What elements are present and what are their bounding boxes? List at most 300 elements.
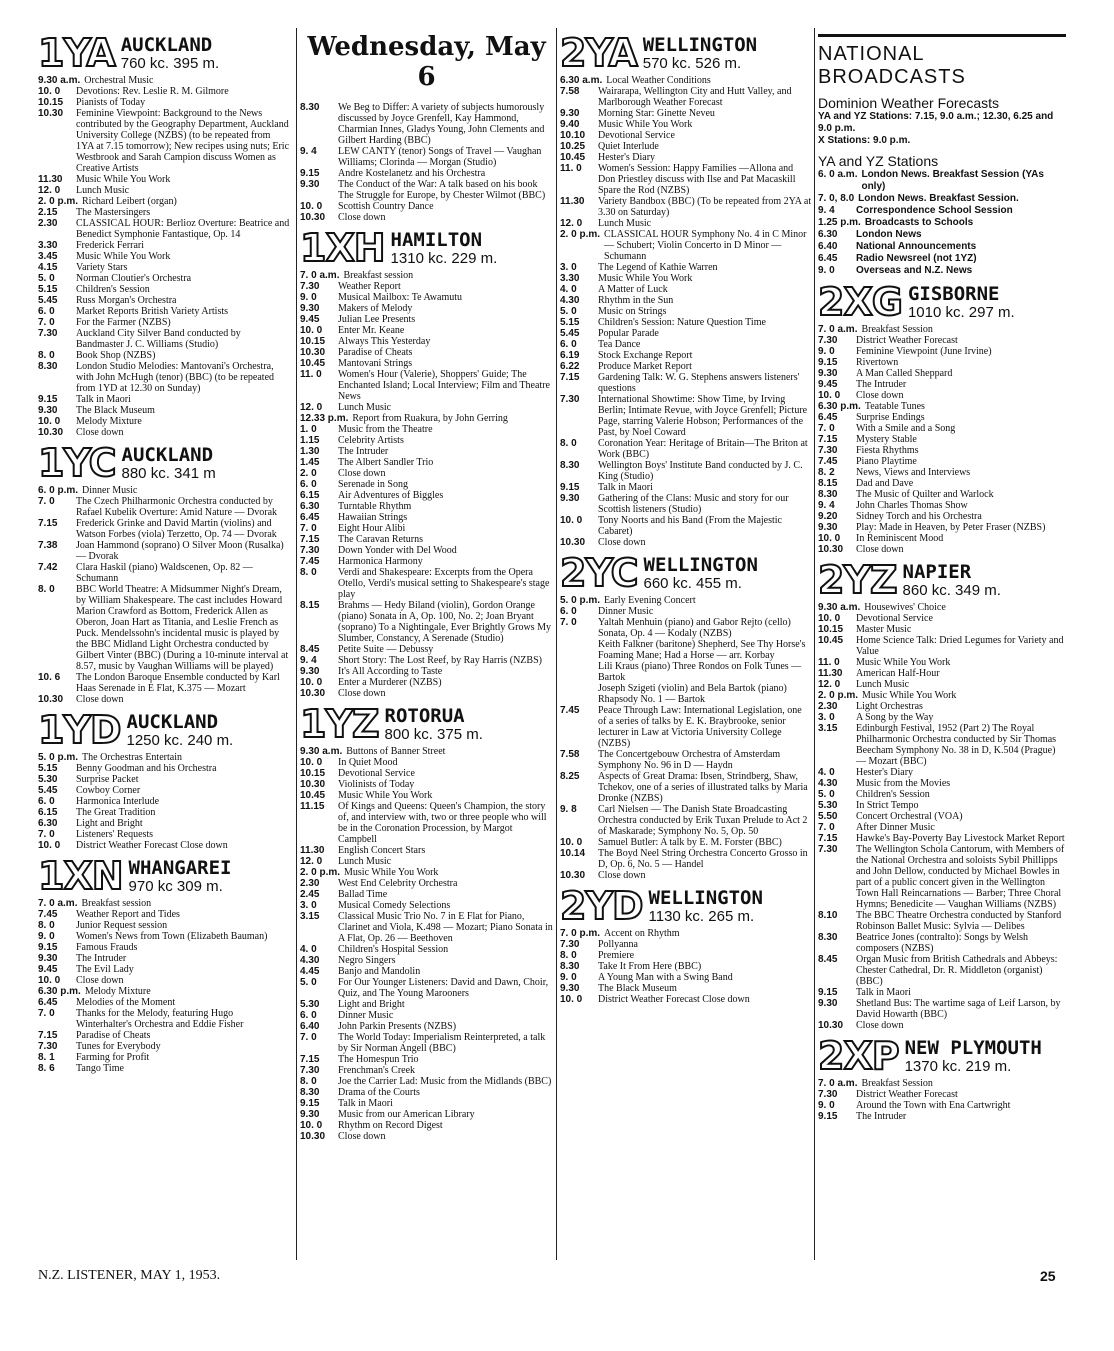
programme-row [818,379,1066,390]
programme-row [300,1109,553,1120]
programme-time: 12. 0 [300,856,323,867]
programme-title: Close down [856,1020,904,1031]
programme-time: 2. 0 [300,468,317,479]
programme-row [560,705,812,749]
programme-row [300,900,553,911]
programme-row [38,86,290,97]
programme-title: Talk in Maori [598,482,653,493]
programme-title: A Matter of Luck [598,284,668,295]
programme-title: Take It From Here (BBC) [598,961,702,972]
station-info [908,284,1015,321]
programme-time: 8. 0 [300,567,317,578]
programme-row [818,998,1066,1020]
programme-time: 9. 4 [300,655,317,666]
programme-row [300,146,553,168]
programme-row [560,994,812,1005]
programme-row [38,898,290,909]
programme-row [560,595,812,606]
programme-title: Weather Report [338,281,401,292]
programme-title: Harmonica Harmony [338,556,423,567]
national-item [818,253,1066,265]
programme-time: 9.15 [818,987,838,998]
programme-row [38,807,290,818]
programme-row [300,757,553,768]
station-1xh [300,226,553,699]
programme-time: 9.15 [560,482,580,493]
programme-time: 10.15 [38,97,64,108]
programme-row [300,867,553,878]
programme-row [560,837,812,848]
programme-time: 10. 0 [818,613,841,624]
programme-row [300,1098,553,1109]
programme-time: 9. 0 [560,972,577,983]
programme-time: 5.30 [300,999,320,1010]
programme-row [300,944,553,955]
programme-row [818,690,1066,701]
programme-title: London Studio Melodies: Mantovani's Orchestra, with John McHugh (tenor) (BBC) (to be repeated from 1YD at 12.30 on Sunday) [76,361,275,394]
programme-time: 5.15 [560,317,580,328]
programme-time: 9.30 [818,522,838,533]
programme-title: Melody Mixture [84,986,151,997]
programme-time: 9.15 [38,394,58,405]
programme-row [38,306,290,317]
programme-title: Melodies of the Moment [76,997,176,1008]
station-call-sign: 1YA [38,31,115,75]
programme-title: Banjo and Mandolin [338,966,421,977]
footer-left: N.Z. LISTENER, MAY 1, 1953. [38,1268,221,1283]
programme-time: 8.45 [818,954,838,965]
programme-row [38,1041,290,1052]
programme-time: 9.20 [818,511,838,522]
station-frequency: 760 kc. 395 m. [120,55,220,72]
programme-time: 9.15 [818,357,838,368]
station-header [818,280,1066,324]
programme-row [300,292,553,303]
national-item-text: London News [856,229,922,240]
programme-title: Celebrity Artists [338,435,404,446]
programme-row [818,778,1066,789]
programme-time: 7. 0 [818,822,835,833]
programme-row [818,800,1066,811]
programme-title: Peace Through Law: International Legislation, one of a series of talks by E. K. Braybrooke, senior lecturer in Law at Victoria University College (NZBS) [598,705,802,749]
programme-title: CLASSICAL HOUR: Berlioz Overture: Beatrice and Benedict Symphonie Fantastique, Op. 14 [76,218,290,240]
programme-row [818,401,1066,412]
programme-row [560,749,812,771]
programme-title: The World Today: Imperialism Reinterpreted, a talk by Sir Norman Angell (BBC) [338,1032,546,1054]
programme-row [38,796,290,807]
programme-time: 10. 0 [300,201,323,212]
programme-time: 10.45 [818,635,844,646]
programme-title: Close down [338,468,386,479]
national-item [818,229,1066,241]
programme-row [560,350,812,361]
programme-row [300,336,553,347]
programme-title: Verdi and Shakespeare: Excerpts from the Opera Otello, Verdi's musical setting to Shakespeare's stage play [338,567,550,600]
programme-title: Music While You Work [76,251,171,262]
programme-title: The Legend of Kathie Warren [598,262,718,273]
programme-row [300,999,553,1010]
programme-row [560,262,812,273]
programme-row [818,701,1066,712]
national-item-text: Overseas and N.Z. News [856,265,973,276]
programme-row [38,485,290,496]
programme-row [818,1089,1066,1100]
programme-row [38,108,290,174]
programme-title: Children's Session [856,789,930,800]
programme-time: 7. 0 a.m. [300,270,340,281]
programme-row [560,661,812,683]
programme-row [560,771,812,804]
programme-title: Serenade in Song [338,479,408,490]
station-city: NEW PLYMOUTH [904,1037,1042,1059]
station-info [385,706,483,743]
programme-title: Frederick Grinke and David Martin (violins) and Watson Forbes (viola) Terzetto, Op. 74 — Dvorak [76,518,277,540]
programme-row [38,829,290,840]
programme-time: 5. 0 [300,977,317,988]
programme-time: 12. 0 [38,185,61,196]
programme-row [38,284,290,295]
programme-time: 2. 0 p.m. [38,196,79,207]
programme-title: CLASSICAL HOUR Symphony No. 4 in C Minor — Schubert; Violin Concerto in D Minor — Schumann [604,229,807,262]
programme-row [38,295,290,306]
programme-title: Women's News from Town (Elizabeth Bauman) [76,931,268,942]
programme-title: Gathering of the Clans: Music and story for our Scottish listeners (Studio) [598,493,789,515]
programme-row [38,931,290,942]
programme-title: Dad and Dave [856,478,914,489]
programme-time [560,683,598,705]
programme-time: 7. 0 [38,317,55,328]
programme-title: Wellington Boys' Institute Band conducted by J. C. King (Studio) [598,460,803,482]
programme-time: 1.45 [300,457,320,468]
programme-title: Close down [598,870,646,881]
programme-title: Musical Mailbox: Te Awamutu [338,292,463,303]
programme-title: Joseph Szigeti (violin) and Bela Bartok (piano) Rhapsody No. 1 — Bartok [598,683,787,705]
programme-title: Close down [76,427,124,438]
programme-title: Joan Hammond (soprano) O Silver Moon (Rusalka) — Dvorak [76,540,284,562]
programme-title: Junior Request session [76,920,168,931]
programme-title: Music While You Work [598,273,693,284]
programme-time: 6.45 [300,512,320,523]
programme-title: Master Music [856,624,912,635]
programme-row [300,281,553,292]
programme-title: Produce Market Report [598,361,692,372]
programme-title: Dinner Music [82,485,138,496]
programme-title: District Weather Forecast Close down [76,840,228,851]
programme-time: 2.45 [300,889,320,900]
programme-title: Lunch Music [338,856,392,867]
programme-time: 6. 0 [560,606,577,617]
programme-row [818,412,1066,423]
station-info [391,230,498,267]
programme-time: 7.38 [38,540,58,551]
programme-time: 7.30 [300,545,320,556]
programme-title: Drama of the Courts [338,1087,420,1098]
programme-title: District Weather Forecast [856,1089,958,1100]
programme-time: 6. 0 p.m. [38,485,79,496]
programme-title: A Song by the Way [856,712,934,723]
national-list [818,169,1066,277]
station-info [903,562,1001,599]
programme-row [818,932,1066,954]
programme-time: 10.15 [300,768,326,779]
programme-title: Feminine Viewpoint: Background to the News contributed by the Geography Department, Auckland University College (NZBS) (to be repeated from 1YA at 7.15 tomorrow); New recipes using nuts; Eric Westbrook and Sarah Campion discuss Women as Creative Artists [76,108,290,174]
programme-row [300,1054,553,1065]
programme-time: 10.45 [300,358,326,369]
programme-row [560,163,812,196]
national-item-time: 6.40 [818,241,838,252]
programme-title: The Boyd Neel String Orchestra Concerto Grosso in D, Op. 6, No. 5 — Handel [598,848,808,870]
programme-row [560,306,812,317]
station-call-sign: 1YD [38,708,121,752]
programme-time: 12.33 p.m. [300,413,349,424]
programme-title: Early Evening Concert [604,595,696,606]
programme-time: 7. 0 a.m. [818,324,858,335]
programme-title: The Conduct of the War: A talk based on his book The Struggle for Europe, by Chester Wilmot (BBC) [338,179,546,201]
programme-time: 3. 0 [818,712,835,723]
column-rule [296,28,297,1260]
programme-title: Close down [598,537,646,548]
station-call-sign: 2XG [818,280,902,324]
programme-row [300,1120,553,1131]
national-item [818,169,1066,193]
programme-row [300,779,553,790]
programme-time: 9.30 a.m. [38,75,81,86]
programme-title: Hawaiian Strings [338,512,408,523]
programme-row [818,357,1066,368]
programme-time: 9.30 [300,666,320,677]
programme-row [38,218,290,240]
programme-row [560,328,812,339]
programme-time: 6.30 [38,818,58,829]
programme-row [38,975,290,986]
programme-row [818,613,1066,624]
programme-title: Stock Exchange Report [598,350,693,361]
programme-time: 5.30 [38,774,58,785]
station-header [818,1034,1066,1078]
programme-row [818,434,1066,445]
programme-title: Listeners' Requests [76,829,154,840]
programme-title: Clara Haskil (piano) Waldscenen, Op. 82 — Schumann [76,562,253,584]
programme-row [818,635,1066,657]
programme-time: 8. 0 [560,438,577,449]
programme-time: 4.30 [818,778,838,789]
programme-title: Breakfast session [343,270,414,281]
programme-row [38,75,290,86]
programme-title: Concert Orchestral (VOA) [856,811,963,822]
programme-title: Farming for Profit [76,1052,150,1063]
programme-time: 5. 0 p.m. [560,595,601,606]
programme-row [300,1032,553,1054]
programme-row [560,537,812,548]
programme-row [38,350,290,361]
national-item-time: 6.30 [818,229,838,240]
station-city: WELLINGTON [643,554,758,576]
programme-title: The Intruder [76,953,127,964]
programme-time: 9. 0 [818,346,835,357]
programme-time: 2.15 [38,207,58,218]
programme-time: 7. 0 a.m. [38,898,78,909]
programme-row [300,479,553,490]
station-frequency: 970 kc 309 m. [128,878,223,895]
programme-time: 10. 0 [560,837,583,848]
programme-title: Close down [76,694,124,705]
programme-row [300,1021,553,1032]
programme-title: Musical Comedy Selections [338,900,451,911]
station-frequency: 1250 kc. 240 m. [126,732,234,749]
programme-time: 7. 0 [300,523,317,534]
weather-line: X Stations: 9.0 p.m. [818,135,911,146]
programme-title: Light and Bright [76,818,143,829]
station-city: WELLINGTON [642,34,758,56]
programme-title: Negro Singers [338,955,396,966]
programme-time: 2.30 [300,878,320,889]
programme-title: Mantovani Strings [338,358,413,369]
station-continued [300,102,553,223]
programme-row [560,617,812,639]
programme-row [560,961,812,972]
station-2ya [560,31,812,548]
programme-title: Talk in Maori [856,987,911,998]
programme-row [560,983,812,994]
programme-title: Children's Session [76,284,150,295]
programme-row [560,460,812,482]
programme-title: Auckland City Silver Band conducted by Bandmaster J. C. Williams (Studio) [76,328,241,350]
programme-time: 6.45 [38,997,58,1008]
programme-time: 4. 0 [560,284,577,295]
programme-title: Orchestral Music [84,75,154,86]
programme-time: 2. 0 p.m. [560,229,601,240]
programme-time: 6.22 [560,361,580,372]
programme-title: Light and Bright [338,999,405,1010]
programme-time: 5. 0 [560,306,577,317]
programme-row [300,168,553,179]
programme-title: Julian Lee Presents [338,314,416,325]
programme-row [38,1063,290,1074]
programme-time: 9.30 [818,368,838,379]
programme-row [300,446,553,457]
programme-time: 3. 0 [300,900,317,911]
station-frequency: 1010 kc. 297 m. [907,304,1015,321]
programme-time: 9.30 a.m. [818,602,861,613]
programme-time: 9.30 [560,983,580,994]
programme-time: 5. 0 p.m. [38,752,79,763]
station-header [38,31,290,75]
programme-time: 8.30 [818,932,838,943]
programme-row [560,950,812,961]
programme-title: Aspects of Great Drama: Ibsen, Strindberg, Shaw, Tchekov, one of a series of illustrated talks by Maria Dronke (NZBS) [598,771,808,804]
programme-title: Pianists of Today [76,97,146,108]
station-header [560,551,812,595]
programme-time: 8. 0 [38,920,55,931]
programme-title: International Showtime: Show Time, by Irving Berlin; Intimate Revue, with Joyce Grenfell; Picture Page, starring Valerie Hobson; Performances of the Past, by Noel Coward [598,394,808,438]
programme-time: 11.30 [38,174,63,185]
programme-time: 3.15 [818,723,838,734]
programme-row [818,368,1066,379]
station-header [300,702,553,746]
programme-row [560,273,812,284]
programme-time: 8. 0 [38,584,55,595]
programme-title: Lunch Music [598,218,652,229]
programme-title: Accent on Rhythm [604,928,680,939]
programme-time: 10.30 [300,779,326,790]
station-call-sign: 2YZ [818,558,897,602]
national-title: NATIONAL BROADCASTS [818,34,1066,89]
programme-time: 7.30 [38,328,58,339]
programme-time: 6.40 [300,1021,320,1032]
station-1yd [38,708,290,851]
programme-time: 9. 4 [300,146,317,157]
programme-title: The Concertgebouw Orchestra of Amsterdam Symphony No. 96 in D — Haydn [598,749,781,771]
programme-title: Gardening Talk: W. G. Stephens answers listeners' questions [598,372,800,394]
programme-time: 5.30 [818,800,838,811]
programme-time: 11. 0 [300,369,322,380]
programme-title: Enter a Murderer (NZBS) [338,677,442,688]
programme-time: 9.30 [560,108,580,119]
national-item [818,217,1066,229]
programme-title: Music While You Work [76,174,171,185]
programme-row [818,445,1066,456]
programme-time: 5.50 [818,811,838,822]
programme-title: For the Farmer (NZBS) [76,317,171,328]
programme-title: Home Science Talk: Dried Legumes for Variety and Value [856,635,1064,657]
programme-time: 8. 1 [38,1052,55,1063]
programme-title: The BBC Theatre Orchestra conducted by Stanford Robinson Ballet Music: Sylvia — Delibes [856,910,1062,932]
station-2yc [560,551,812,881]
programme-row [38,416,290,427]
programme-title: The Wellington Schola Cantorum, with Members of the National Orchestra and soloists Sybil Phillipps and John Dellow, conducted by Michael Bowles in part of a public concert given in the Wellington Town Hall Reincarnations — Barber; Three Choral Hymns; Benedicite — Vaughan Williams (NZBS) [856,844,1065,910]
programme-title: Talk in Maori [338,1098,393,1109]
station-city: AUCKLAND [121,444,214,466]
programme-title: Close down [338,212,386,223]
programme-title: BBC World Theatre: A Midsummer Night's Dream, by William Shakespeare. The cast includes Howard Marion Crawford as Bottom, Frederick Allen as Oberon, Joan Hart as Titania, and Leslie French as Puck. Mendelssohn's incidental music is played by the BBC Midland Light Orchestra conducted by Gilbert Vinter (BBC) (During a 10-minute interval at 8.57, music by Vaughan Williams will be played) [76,584,289,672]
programme-time: 7.30 [818,445,838,456]
programme-row [818,954,1066,987]
programme-row [300,556,553,567]
programme-title: Frenchman's Creek [338,1065,416,1076]
station-call-sign: 1XN [38,854,123,898]
programme-row [300,212,553,223]
programme-time: 9.40 [560,119,580,130]
programme-time: 5.15 [38,763,58,774]
programme-time: 9.30 [38,405,58,416]
programme-row [560,284,812,295]
programme-title: Short Story: The Lost Reef, by Ray Harris (NZBS) [338,655,542,666]
programme-time: 4. 0 [818,767,835,778]
programme-time: 9.30 [300,1109,320,1120]
programme-title: Tea Dance [598,339,641,350]
programme-title: Enter Mr. Keane [338,325,405,336]
programme-time: 10. 0 [38,975,61,986]
page-number: 25 [1040,1268,1056,1284]
programme-title: The Mastersingers [76,207,151,218]
programme-title: Lunch Music [856,679,910,690]
programme-row [560,848,812,870]
programme-title: In Reminiscent Mood [856,533,944,544]
programme-time: 7.45 [560,705,580,716]
programme-time: 2.30 [818,701,838,712]
programme-time: 10.45 [300,790,326,801]
programme-row [560,438,812,460]
programme-title: Turntable Rhythm [338,501,412,512]
programme-row [560,75,812,86]
programme-title: After Dinner Music [856,822,935,833]
station-header [38,854,290,898]
programme-title: English Concert Stars [338,845,426,856]
programme-row [300,688,553,699]
programme-title: Beatrice Jones (contralto): Songs by Welsh composers (NZBS) [856,932,1029,954]
programme-row [300,347,553,358]
programme-title: In Strict Tempo [856,800,919,811]
